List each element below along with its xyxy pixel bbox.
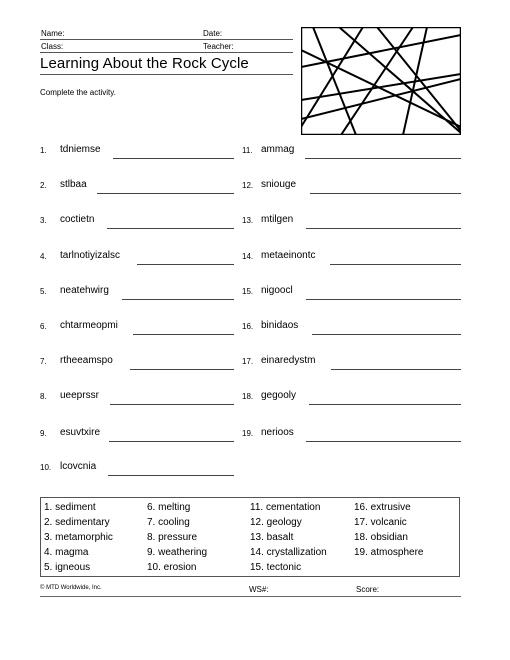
answer-line[interactable] [108, 475, 234, 476]
word-bank-item: 19. atmosphere [354, 547, 424, 558]
word-bank-item: 11. cementation [250, 502, 321, 513]
question-item [242, 426, 461, 442]
scrambled-word: sniouge [261, 179, 297, 190]
scrambled-word: chtarmeopmi [60, 320, 118, 331]
question-item [242, 284, 461, 300]
question-item [40, 354, 235, 370]
question-item [40, 213, 235, 229]
question-number: 10. [40, 463, 52, 472]
question-item [242, 319, 461, 335]
question-number: 2. [40, 181, 47, 190]
question-item [242, 213, 461, 229]
scrambled-word: neatehwirg [60, 285, 109, 296]
scrambled-word: esuvtxire [60, 427, 101, 438]
date-label: Date: [203, 29, 223, 38]
question-number: 16. [242, 322, 254, 331]
question-number: 4. [40, 252, 47, 261]
question-item [242, 354, 461, 370]
answer-line[interactable] [133, 334, 234, 335]
word-bank-item: 3. metamorphic [44, 532, 113, 543]
question-item [40, 178, 235, 194]
question-item [242, 249, 461, 265]
answer-line[interactable] [309, 404, 461, 405]
word-bank-item: 14. crystallization [250, 547, 327, 558]
answer-line[interactable] [107, 228, 234, 229]
question-number: 6. [40, 322, 47, 331]
page-title: Learning About the Rock Cycle [40, 55, 249, 72]
answer-line[interactable] [130, 369, 234, 370]
word-bank-item: 9. weathering [147, 547, 208, 558]
question-number: 18. [242, 392, 254, 401]
question-item [40, 460, 235, 476]
question-item [40, 319, 235, 335]
question-number: 7. [40, 357, 47, 366]
answer-line[interactable] [306, 441, 461, 442]
question-number: 11. [242, 146, 253, 155]
word-bank-item: 17. volcanic [354, 517, 407, 528]
class-teacher-line [40, 52, 293, 53]
question-number: 17. [242, 357, 254, 366]
word-bank-item: 16. extrusive [354, 502, 411, 513]
question-number: 5. [40, 287, 47, 296]
scrambled-word: ammag [261, 144, 295, 155]
word-bank-item: 10. erosion [147, 562, 197, 573]
question-item [242, 389, 461, 405]
question-number: 9. [40, 429, 47, 438]
scrambled-word: nigoocl [261, 285, 293, 296]
scrambled-word: einaredystm [261, 355, 316, 366]
question-number: 13. [242, 216, 254, 225]
question-item [40, 143, 235, 159]
word-bank-item: 2. sedimentary [44, 517, 110, 528]
scrambled-word: stlbaa [60, 179, 87, 190]
word-bank-item: 1. sediment [44, 502, 96, 513]
title-underline [40, 74, 293, 75]
ws-label: WS#: [249, 585, 269, 594]
scrambled-word: nerioos [261, 427, 294, 438]
word-bank-item: 13. basalt [250, 532, 294, 543]
word-bank-item: 8. pressure [147, 532, 198, 543]
question-item [40, 284, 235, 300]
question-number: 14. [242, 252, 254, 261]
class-label: Class: [41, 42, 64, 51]
word-bank-item: 12. geology [250, 517, 302, 528]
word-bank-item: 6. melting [147, 502, 191, 513]
word-bank-item: 18. obsidian [354, 532, 408, 543]
scrambled-word: lcovcnia [60, 461, 97, 472]
scrambled-word: tdniemse [60, 144, 101, 155]
name-label: Name: [41, 29, 65, 38]
question-item [40, 426, 235, 442]
copyright-text: © MTD Worldwide, Inc. [40, 585, 102, 591]
word-bank-item: 4. magma [44, 547, 89, 558]
answer-line[interactable] [305, 158, 461, 159]
answer-line[interactable] [109, 441, 234, 442]
answer-line[interactable] [122, 299, 234, 300]
word-bank-item: 15. tectonic [250, 562, 302, 573]
question-item [40, 389, 235, 405]
decorative-line-art [301, 27, 461, 135]
answer-line[interactable] [306, 299, 461, 300]
question-number: 15. [242, 287, 254, 296]
word-bank-item: 5. igneous [44, 562, 91, 573]
scrambled-word: tarlnotiyizalsc [60, 250, 121, 261]
answer-line[interactable] [310, 193, 461, 194]
answer-line[interactable] [312, 334, 461, 335]
answer-line[interactable] [137, 264, 234, 265]
answer-line[interactable] [113, 158, 234, 159]
question-number: 3. [40, 216, 47, 225]
scrambled-word: gegooly [261, 390, 297, 401]
footer-line [40, 596, 461, 597]
score-label: Score: [356, 585, 380, 594]
scrambled-word: binidaos [261, 320, 299, 331]
answer-line[interactable] [330, 264, 461, 265]
question-number: 19. [242, 429, 254, 438]
answer-line[interactable] [97, 193, 234, 194]
word-bank [40, 497, 460, 577]
scrambled-word: metaeinontc [261, 250, 316, 261]
scrambled-word: ueeprssr [60, 390, 99, 401]
scrambled-word: coctietn [60, 214, 95, 225]
question-number: 1. [40, 146, 47, 155]
question-item [242, 178, 461, 194]
answer-line[interactable] [306, 228, 461, 229]
question-item [242, 143, 461, 159]
scrambled-word: mtilgen [261, 214, 294, 225]
question-item [40, 249, 235, 265]
instructions: Complete the activity. [40, 88, 116, 97]
teacher-label: Teacher: [203, 42, 234, 51]
question-number: 8. [40, 392, 47, 401]
question-number: 12. [242, 181, 254, 190]
word-bank-item: 7. cooling [147, 517, 190, 528]
scrambled-word: rtheeamspo [60, 355, 113, 366]
name-date-line [40, 39, 293, 40]
answer-line[interactable] [110, 404, 234, 405]
answer-line[interactable] [331, 369, 461, 370]
